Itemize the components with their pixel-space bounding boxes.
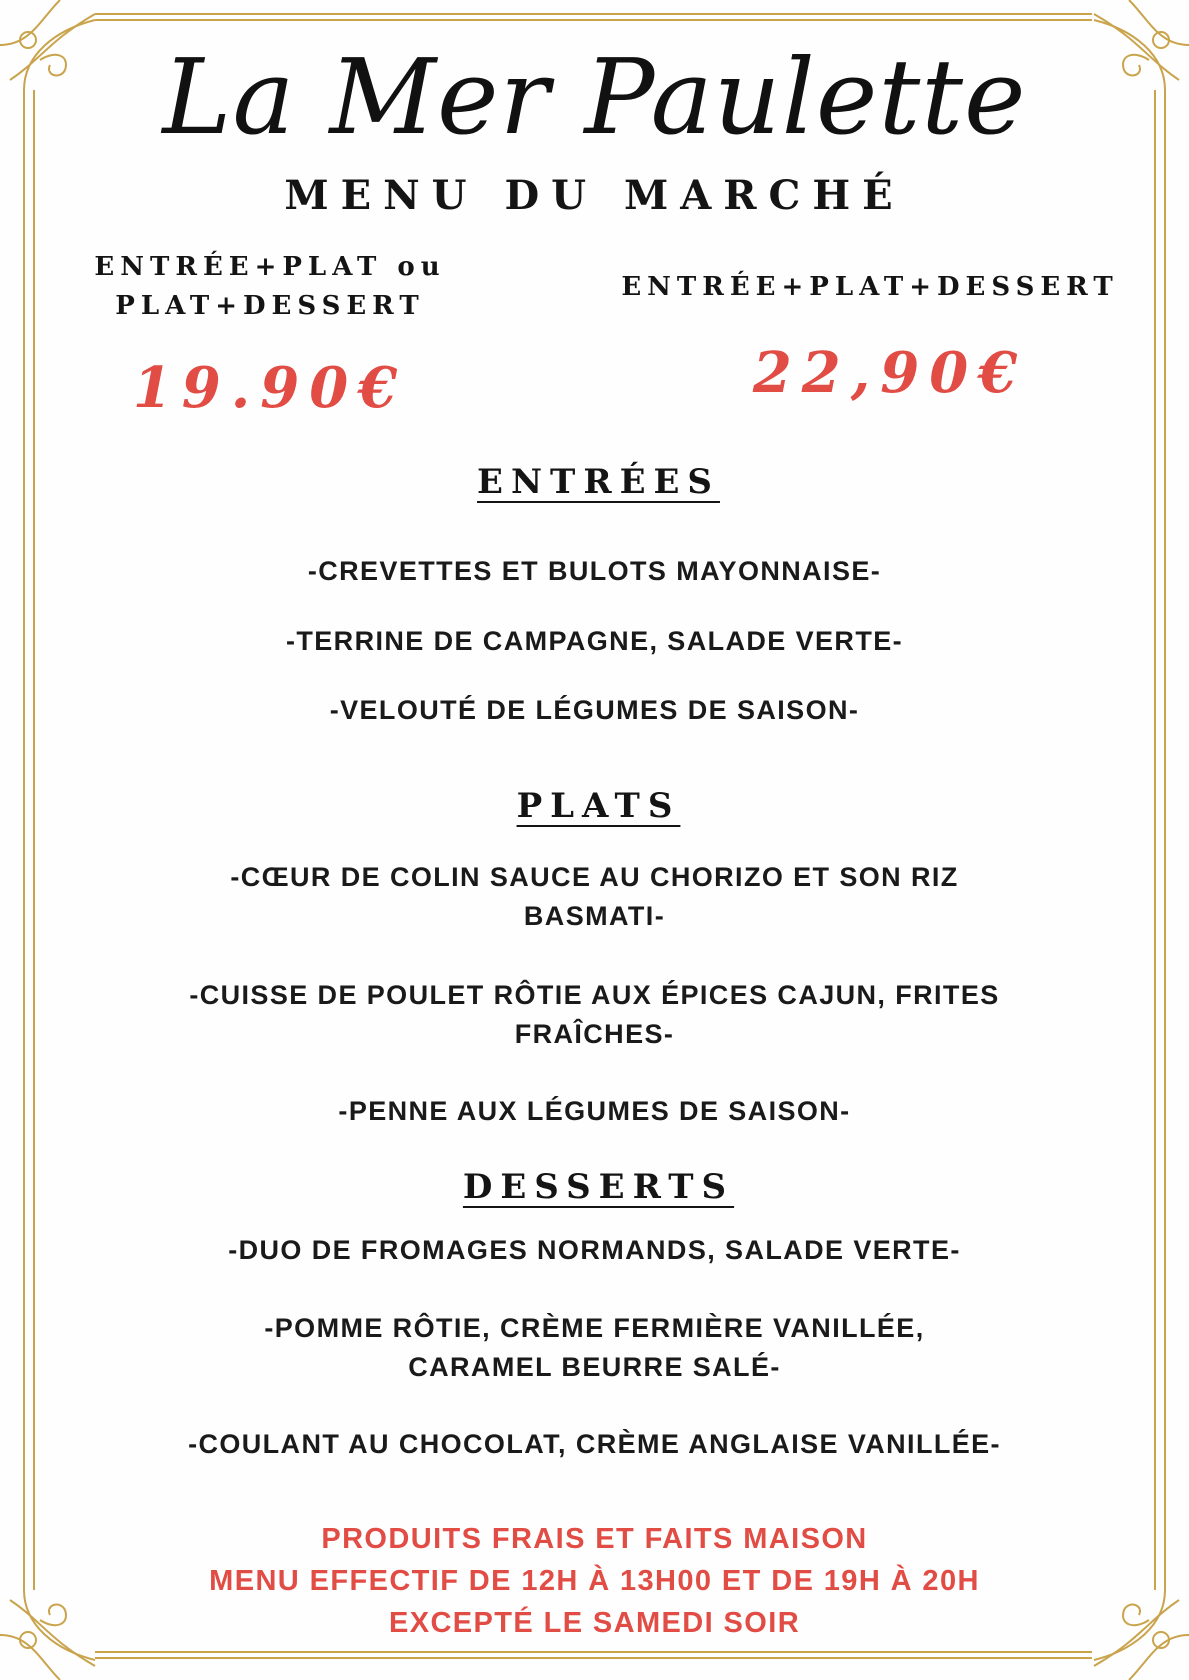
formula-1-line2: PLAT+DESSERT bbox=[115, 291, 425, 321]
formula-2 bbox=[620, 268, 1120, 307]
dessert-item bbox=[0, 1425, 1189, 1464]
plat-item bbox=[0, 1092, 1189, 1131]
plat-item bbox=[0, 976, 1189, 1054]
section-title-entrees bbox=[0, 462, 1189, 502]
formula-2-price: 22,90€ bbox=[752, 340, 1028, 406]
dessert-item bbox=[0, 1231, 1189, 1270]
dessert-item bbox=[0, 1309, 1189, 1387]
dessert-item-line: -DUO DE FROMAGES NORMANDS, SALADE VERTE- bbox=[228, 1235, 961, 1265]
plat-item-line: BASMATI- bbox=[523, 901, 666, 931]
dessert-item-line: CARAMEL BEURRE SALÉ- bbox=[408, 1352, 781, 1382]
plats-heading: PLATS bbox=[516, 786, 681, 826]
restaurant-name: La Mer Paulette bbox=[162, 36, 1027, 158]
entree-item: -VELOUTÉ DE LÉGUMES DE SAISON- bbox=[329, 695, 860, 725]
plat-item-line: FRAÎCHES- bbox=[514, 1019, 675, 1049]
section-title-plats bbox=[0, 786, 1189, 826]
dessert-item-line: -COULANT AU CHOCOLAT, CRÈME ANGLAISE VANILLÉE- bbox=[188, 1429, 1001, 1459]
formula-1-line1: ENTRÉE+PLAT ou bbox=[94, 252, 446, 282]
plat-item bbox=[0, 858, 1189, 936]
dessert-item-line: -POMME RÔTIE, CRÈME FERMIÈRE VANILLÉE, bbox=[264, 1313, 925, 1343]
desserts-heading: DESSERTS bbox=[462, 1167, 735, 1207]
plat-item-line: -CŒUR DE COLIN SAUCE AU CHORIZO ET SON RIZ bbox=[230, 862, 959, 892]
formula-1 bbox=[80, 248, 460, 326]
entree-item: -TERRINE DE CAMPAGNE, SALADE VERTE- bbox=[285, 626, 904, 656]
footer-line-hours: MENU EFFECTIF DE 12H À 13H00 ET DE 19H À 20H bbox=[209, 1565, 980, 1597]
formula-1-price: 19.90€ bbox=[132, 355, 408, 421]
footer-line-fresh: PRODUITS FRAIS ET FAITS MAISON bbox=[321, 1523, 868, 1555]
footer-notes bbox=[0, 1518, 1189, 1644]
footer-line-exception: EXCEPTÉ LE SAMEDI SOIR bbox=[388, 1607, 801, 1639]
entrees-heading: ENTRÉES bbox=[477, 462, 720, 502]
plat-item-line: -CUISSE DE POULET RÔTIE AUX ÉPICES CAJUN, FRITES bbox=[189, 980, 1000, 1010]
section-title-desserts bbox=[0, 1167, 1189, 1207]
entree-item: -CREVETTES ET BULOTS MAYONNAISE- bbox=[307, 556, 882, 586]
plat-item-line: -PENNE AUX LÉGUMES DE SAISON- bbox=[338, 1096, 851, 1126]
menu-title: MENU DU MARCHÉ bbox=[284, 172, 905, 219]
formula-2-line1: ENTRÉE+PLAT+DESSERT bbox=[621, 272, 1119, 302]
